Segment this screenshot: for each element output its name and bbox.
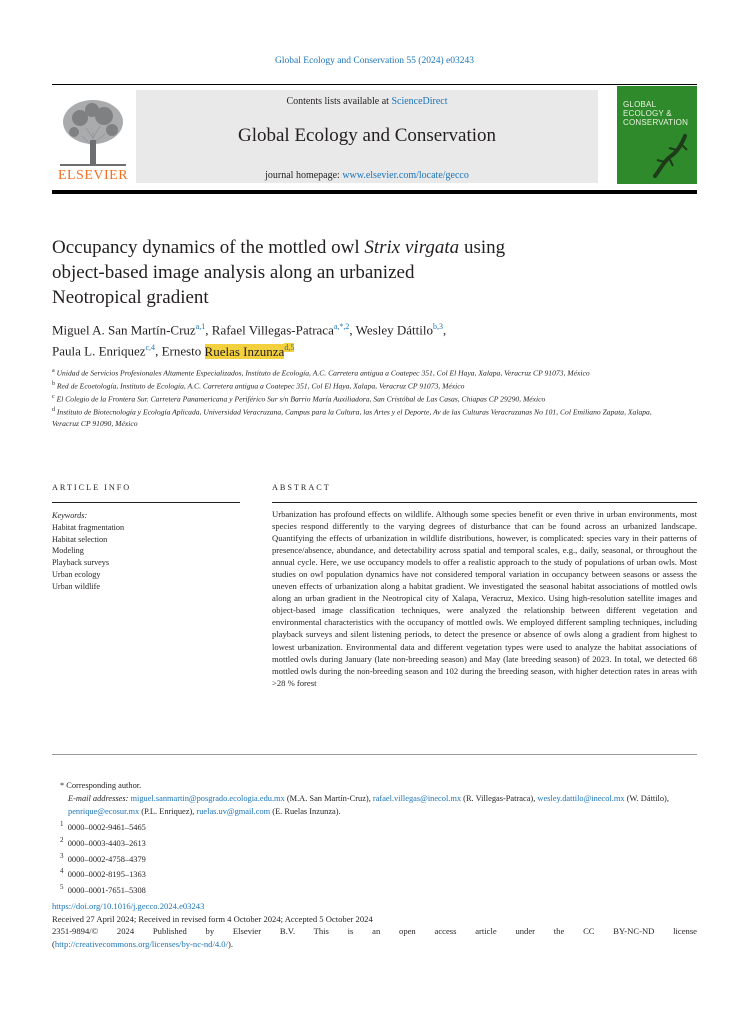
affiliation-text: Red de Ecoetología, Instituto de Ecología, A.C. Carretera antigua a Coatepec 351, Col El Haya, Xalapa, Veracruz CP 91073, México bbox=[56, 381, 465, 391]
email-owner: (E. Ruelas Inzunza). bbox=[270, 807, 341, 816]
orcid-footnote bbox=[52, 818, 697, 834]
affiliation bbox=[52, 392, 652, 405]
affiliation-text: El Colegio de la Frontera Sur. Carretera Panamericana y Periférico Sur s/n Barrio María Auxiliadora, San Cristóbal de Las Casas, Chiapas CP 29290, México bbox=[56, 394, 546, 404]
author-name[interactable]: Rafael Villegas-Patraca bbox=[211, 322, 334, 338]
license-statement: 2351-9894/© 2024 Published by Elsevier B.V. This is an open access article under the CC BY-NC-ND license bbox=[52, 926, 697, 937]
contents-prefix: Contents lists available at bbox=[286, 96, 392, 107]
orcid-id: 0000–0001-7651–5308 bbox=[67, 885, 146, 895]
email-owner: (R. Villegas-Patraca), bbox=[461, 794, 538, 803]
email-link[interactable]: wesley.dattilo@inecol.mx bbox=[537, 794, 625, 803]
email-link[interactable]: penrique@ecosur.mx bbox=[68, 807, 140, 816]
affiliation-marker: b bbox=[52, 380, 55, 387]
title-text: object-based image analysis along an urbanized bbox=[52, 262, 415, 283]
footnote-number: 2 bbox=[60, 835, 64, 844]
license-paren: ( bbox=[52, 938, 55, 949]
corresponding-author-note: * Corresponding author. bbox=[60, 781, 142, 790]
orcid-id: 0000–0002-8195–1363 bbox=[67, 870, 146, 880]
author-name[interactable]: Wesley Dáttilo bbox=[355, 322, 433, 338]
title-species-name: Strix virgata bbox=[364, 237, 460, 258]
sciencedirect-link[interactable]: ScienceDirect bbox=[391, 96, 448, 107]
author-name[interactable]: Paula L. Enriquez bbox=[52, 343, 146, 359]
abstract-heading: ABSTRACT bbox=[272, 483, 331, 492]
license-url-line bbox=[52, 938, 697, 951]
journal-title: Global Ecology and Conservation bbox=[237, 125, 497, 146]
author-separator: , bbox=[155, 343, 162, 359]
author-list bbox=[52, 318, 692, 361]
keyword: Urban wildlife bbox=[52, 581, 100, 591]
footnote-number: 3 bbox=[60, 851, 64, 860]
cover-lizard-illustration bbox=[647, 130, 693, 180]
header-thick-rule bbox=[52, 190, 697, 194]
orcid-footnote bbox=[52, 850, 697, 866]
cover-title-line: ECOLOGY & bbox=[623, 109, 672, 118]
article-info-heading: ARTICLE INFO bbox=[52, 483, 132, 492]
title-text: Neotropical gradient bbox=[52, 287, 209, 308]
author-affiliation-marker[interactable]: d,5 bbox=[284, 343, 295, 353]
author-separator: , bbox=[205, 322, 212, 338]
footnote-number: 1 bbox=[60, 820, 64, 828]
author-affiliation-marker[interactable]: a,*,2 bbox=[333, 322, 350, 331]
license-paren: ). bbox=[227, 938, 233, 949]
keyword: Urban ecology bbox=[52, 569, 101, 579]
author-affiliation-marker[interactable]: c,4 bbox=[145, 343, 156, 353]
email-link[interactable]: rafael.villegas@inecol.mx bbox=[372, 794, 462, 803]
email-owner: (W. Dáttilo), bbox=[624, 794, 669, 803]
affiliation bbox=[52, 405, 652, 429]
article-title bbox=[52, 235, 612, 310]
homepage-link[interactable]: www.elsevier.com/locate/gecco bbox=[342, 170, 469, 181]
keyword: Habitat selection bbox=[52, 534, 108, 544]
keywords bbox=[52, 510, 242, 593]
keyword: Habitat fragmentation bbox=[52, 522, 125, 532]
affiliation-marker: d bbox=[52, 406, 55, 413]
doi-link[interactable]: https://doi.org/10.1016/j.gecco.2024.e03243 bbox=[52, 901, 205, 911]
email-addresses bbox=[52, 792, 697, 818]
author-separator: , bbox=[349, 322, 356, 338]
journal-reference[interactable]: Global Ecology and Conservation 55 (2024) e03243 bbox=[275, 56, 474, 66]
author-name[interactable]: Miguel A. San Martín-Cruz bbox=[52, 322, 196, 338]
title-text: Occupancy dynamics of the mottled owl bbox=[52, 237, 365, 258]
article-info-rule bbox=[52, 502, 240, 503]
orcid-footnote bbox=[52, 881, 697, 897]
email-link[interactable]: ruelas.uv@gmail.com bbox=[196, 807, 271, 816]
orcid-id: 0000–0002-9461–5465 bbox=[67, 822, 146, 832]
affiliation bbox=[52, 379, 652, 392]
highlighted-author-name[interactable]: Ruelas Inzunza bbox=[204, 343, 285, 359]
email-label: E-mail addresses: bbox=[68, 794, 129, 803]
keyword: Playback surveys bbox=[52, 558, 110, 568]
author-name[interactable]: Ernesto bbox=[161, 343, 205, 359]
affiliation-marker: c bbox=[52, 393, 55, 400]
cover-title-line: GLOBAL bbox=[623, 100, 657, 109]
email-owner: (M.A. San Martín-Cruz), bbox=[284, 794, 373, 803]
top-rule bbox=[52, 84, 697, 85]
author-affiliation-marker[interactable]: b,3 bbox=[432, 322, 443, 331]
orcid-id: 0000–0002-4758–4379 bbox=[67, 854, 146, 864]
footnote-number: 5 bbox=[60, 883, 64, 892]
orcid-footnote bbox=[52, 865, 697, 881]
publication-info bbox=[52, 900, 697, 950]
affiliation-marker: a bbox=[52, 368, 55, 374]
homepage-prefix: journal homepage: bbox=[265, 170, 343, 181]
title-text: using bbox=[459, 237, 506, 258]
email-link[interactable]: miguel.sanmartin@posgrado.ecologia.edu.mx bbox=[130, 794, 285, 803]
keyword: Modeling bbox=[52, 546, 84, 556]
footnotes bbox=[52, 779, 697, 897]
affiliation-text: Unidad de Servicios Profesionales Altamente Especializados, Instituto de Ecología, A.C. Carretera antigua a Coatepec 351, Col El Haya, Xalapa, Veracruz CP 91073, México bbox=[56, 368, 590, 378]
journal-homepage bbox=[136, 170, 598, 181]
orcid-footnote bbox=[52, 834, 697, 850]
elsevier-wordmark: ELSEVIER bbox=[57, 168, 129, 183]
cover-title bbox=[623, 100, 688, 127]
affiliation bbox=[52, 366, 652, 379]
license-link[interactable]: http://creativecommons.org/licenses/by-nc-nd/4.0/ bbox=[54, 938, 228, 949]
email-owner: (P.L. Enriquez), bbox=[139, 807, 197, 816]
orcid-id: 0000–0003-4403–2613 bbox=[67, 838, 146, 848]
author-separator: , bbox=[442, 322, 447, 338]
affiliation-text: Instituto de Biotecnología y Ecología Aplicada, Universidad Veracruzana, Campus para la Cultura, las Artes y el Deporte, Av de las Culturas Veracruzanas No 101, Col Emiliano Zapata, Xalapa, Veracruz CP 91090, México bbox=[52, 407, 652, 428]
contents-line bbox=[136, 96, 598, 107]
affiliations bbox=[52, 366, 652, 429]
footnote-rule bbox=[52, 754, 697, 755]
footnote-number: 4 bbox=[60, 867, 64, 876]
journal-cover[interactable] bbox=[617, 86, 697, 184]
abstract-text: Urbanization has profound effects on wildlife. Although some species benefit or even thrive in urban environments, most species respond differently to the varying degrees of disturbance that can be found across an urbanized landscape. Quantifying the effects of urbanization in wildlife distributions, however, is complicated: species vary in their patterns of presence/absence, abundance, and detectability across spatial and temporal scales, e.g., daily, seasonal, or throughout the annual cycle. Here, we use occupancy models to offer a realistic approach to the study of populations of urban owls. Most studies on owl population dynamics have not considered temporal variation in occupancy between seasons or assess the uneven effects of urbanization along a habitat gradient. We investigated the seasonal habitat associations of mottled owls along an urban gradient in the Neotropical city of Xalapa, Veracruz, Mexico. Using high-resolution satellite images and object-based image classification techniques, were analyzed the relationship between different vegetation and environmental characteristics with the occupancy of mottled owls. We employed different sampling techniques, including playback surveys and silent listening periods, to detect the presence or absence of owls along a gradient from highest to lowest urbanization. Environmental data and different vegetation types were used to analyze the habitat associations of mottled owls during January (late non-breeding season) and May (late breeding season) of 2023. In total, we detected 68 mottled owls during the non-breeding season and 102 during the breeding season, with higher detection rates in areas with >28 % forest bbox=[272, 509, 697, 688]
author-affiliation-marker[interactable]: a,1 bbox=[195, 322, 206, 331]
keywords-label: Keywords: bbox=[52, 511, 88, 520]
publication-dates: Received 27 April 2024; Received in revised form 4 October 2024; Accepted 5 October 2024 bbox=[52, 913, 373, 924]
cover-title-line: CONSERVATION bbox=[623, 118, 689, 127]
abstract-rule bbox=[272, 502, 697, 503]
